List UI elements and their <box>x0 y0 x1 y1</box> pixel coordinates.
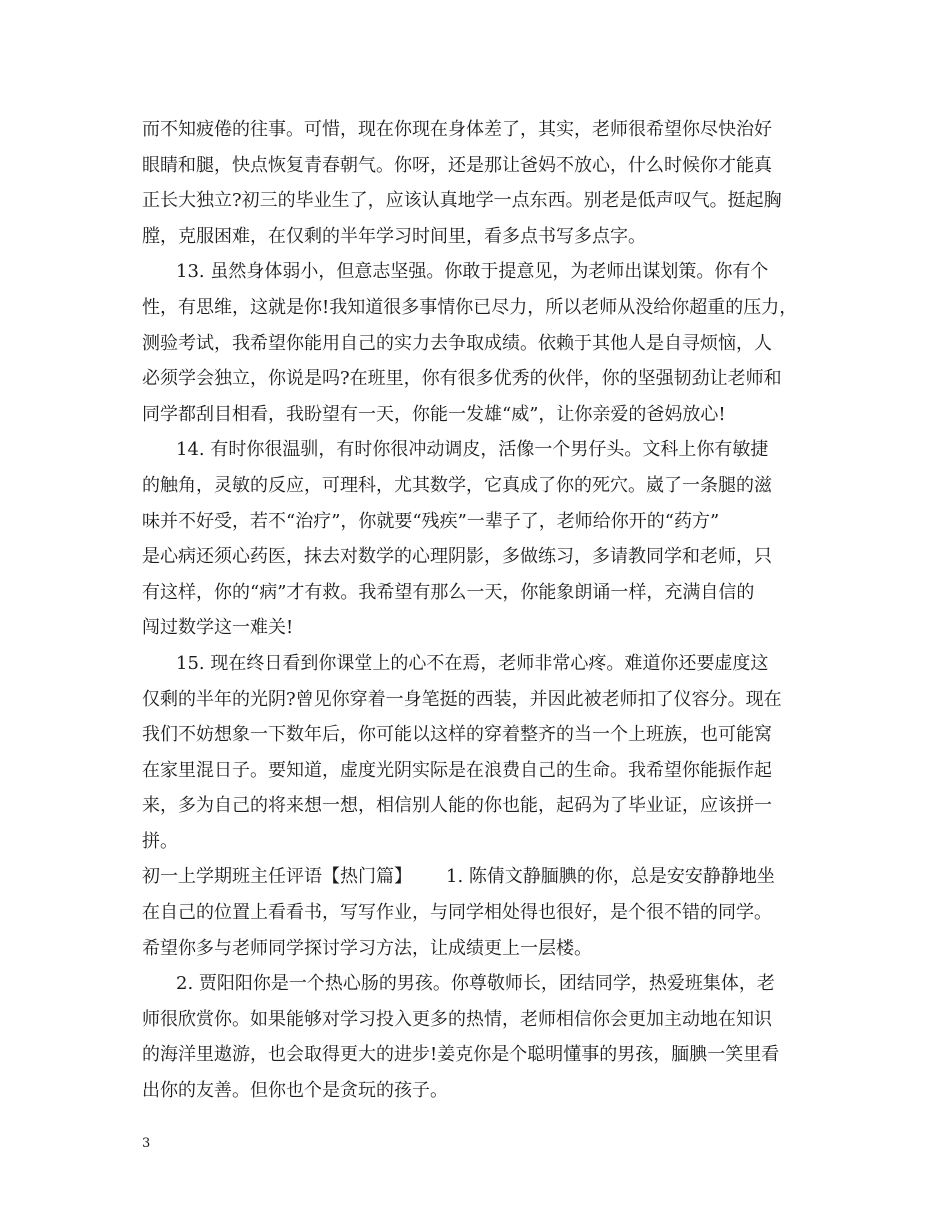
text-line: 出你的友善。但你也个是贪玩的孩子。 <box>142 1080 448 1102</box>
text-line: 测验考试，我希望你能用自己的实力去争取成绩。依赖于其他人是自寻烦恼，人 <box>142 332 772 354</box>
text-line: 而不知疲倦的往事。可惜，现在你现在身体差了，其实，老师很希望你尽快治好 <box>142 119 772 140</box>
text-line: 仅剩的半年的光阴?曾见你穿着一身笔挺的西装，并因此被老师扣了仪容分。现在 <box>142 688 782 710</box>
paragraph-start-13: 13. 虽然身体弱小，但意志坚强。你敢于提意见，为老师出谋划策。你有个 <box>176 261 769 283</box>
text-line: 闯过数学这一难关! <box>142 617 294 639</box>
text-line: 来，多为自己的将来想一想，相信别人能的你也能，起码为了毕业证，应该拼一 <box>142 795 772 817</box>
text-line: 的海洋里遨游，也会取得更大的进步!姜克你是个聪明懂事的男孩，腼腆一笑里看 <box>142 1044 780 1066</box>
text-line: 师很欣赏你。如果能够对学习投入更多的热情，老师相信你会更加主动地在知识 <box>142 1008 772 1030</box>
paragraph-start-2: 2. 贾阳阳你是一个热心肠的男孩。你尊敬师长，团结同学，热爱班集体，老 <box>176 973 775 995</box>
page-number: 3 <box>142 1136 151 1151</box>
text-line: 希望你多与老师同学探讨学习方法，让成绩更上一层楼。 <box>142 937 592 959</box>
text-line: 在自己的位置上看看书，写写作业，与同学相处得也很好，是个很不错的同学。 <box>142 902 772 924</box>
text-line: 有这样，你的“病”才有救。我希望有那么一天，你能象朗诵一样，充满自信的 <box>142 581 755 603</box>
text-line: 我们不妨想象一下数年后，你可能以这样的穿着整齐的当一个上班族，也可能窝 <box>142 724 772 746</box>
text-line: 必须学会独立，你说是吗?在班里，你有很多优秀的伙伴，你的坚强韧劲让老师和 <box>142 368 782 390</box>
paragraph-start-1: 1. 陈倩文静腼腆的你，总是安安静静地坐 <box>446 866 775 888</box>
text-line: 的触角，灵敏的反应，可理科，尤其数学，它真成了你的死穴。崴了一条腿的滋 <box>142 474 772 496</box>
text-line: 正长大独立?初三的毕业生了，应该认真地学一点东西。别老是低声叹气。挺起胸 <box>142 190 782 212</box>
text-line: 味并不好受，若不“治疗”，你就要“残疾”一辈子了，老师给你开的“药方” <box>142 510 720 532</box>
text-line: 是心病还须心药医，抹去对数学的心理阴影，多做练习，多请教同学和老师，只 <box>142 546 772 568</box>
page-body <box>142 112 822 1109</box>
section-heading: 初一上学期班主任评语【热门篇】 <box>142 866 412 888</box>
text-line: 在家里混日子。要知道，虚度光阴实际是在浪费自己的生命。我希望你能振作起 <box>142 759 772 781</box>
text-line: 眼睛和腿，快点恢复青春朝气。你呀，还是那让爸妈不放心，什么时候你才能真 <box>142 154 772 176</box>
text-line: 性，有思维，这就是你!我知道很多事情你已尽力，所以老师从没给你超重的压力， <box>142 296 798 318</box>
section-heading-line <box>142 859 822 895</box>
text-line: 同学都刮目相看，我盼望有一天，你能一发雄“威”，让你亲爱的爸妈放心! <box>142 403 726 425</box>
text-line: 膛，克服困难，在仅剩的半年学习时间里，看多点书写多点字。 <box>142 225 646 247</box>
text-line: 拼。 <box>142 830 178 852</box>
paragraph-start-15: 15. 现在终日看到你课堂上的心不在焉，老师非常心疼。难道你还要虚度这 <box>176 652 769 674</box>
paragraph-start-14: 14. 有时你很温驯，有时你很冲动调皮，活像一个男仔头。文科上你有敏捷 <box>176 439 769 461</box>
